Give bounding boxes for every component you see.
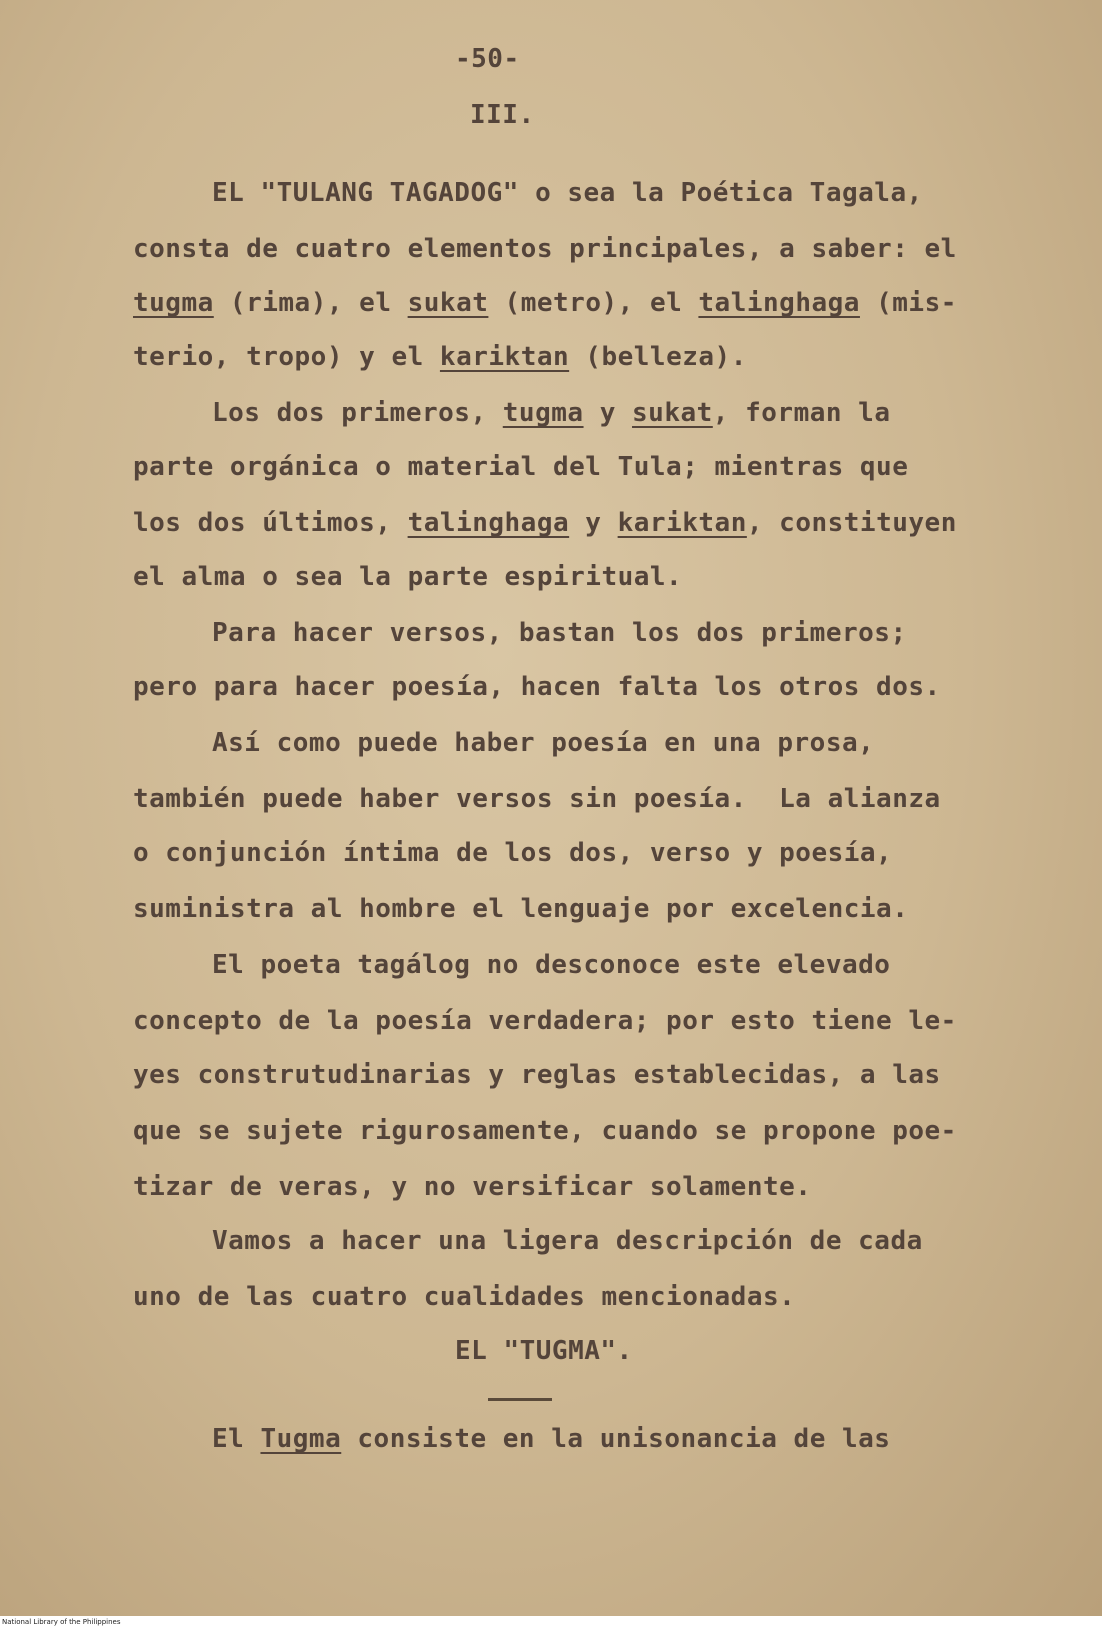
text-fragment: terio, tropo) y el	[133, 342, 440, 372]
term-sukat: sukat	[407, 288, 489, 318]
paragraph-4-line-3: o conjunción íntima de los dos, verso y poesía,	[133, 838, 893, 868]
term-talinghaga: talinghaga	[407, 508, 570, 538]
paragraph-4-line-1: Así como puede haber poesía en una prosa,	[212, 728, 875, 758]
section-heading: III.	[470, 100, 535, 130]
text-fragment: (rima), el	[213, 288, 408, 318]
paragraph-5-line-5: tizar de veras, y no versificar solamente.	[133, 1172, 812, 1202]
paragraph-3-line-2: pero para hacer poesía, hacen falta los otros dos.	[133, 672, 941, 702]
text-fragment: (mis-	[859, 288, 957, 318]
paragraph-2-line-3	[133, 508, 957, 538]
paragraph-5-line-3: yes construtudinarias y reglas establecidas, a las	[133, 1060, 941, 1090]
paragraph-7-line-1	[212, 1424, 890, 1454]
footer-credit: National Library of the Philippines	[0, 1616, 1102, 1628]
paragraph-4-line-4: suministra al hombre el lenguaje por excelencia.	[133, 894, 909, 924]
paragraph-1-line-2: consta de cuatro elementos principales, a saber: el	[133, 234, 957, 264]
term-talinghaga: talinghaga	[698, 288, 860, 318]
paragraph-5-line-2: concepto de la poesía verdadera; por esto tiene le-	[133, 1006, 957, 1036]
paragraph-5-line-4: que se sujete rigurosamente, cuando se propone poe-	[133, 1116, 957, 1146]
term-kariktan: kariktan	[439, 342, 570, 372]
term-tugma: tugma	[133, 288, 214, 318]
text-fragment: (metro), el	[488, 288, 699, 318]
paragraph-1-line-3	[133, 288, 957, 318]
term-kariktan: kariktan	[617, 508, 747, 538]
paragraph-6-line-1: Vamos a hacer una ligera descripción de cada	[212, 1226, 923, 1256]
term-tugma: tugma	[502, 398, 584, 428]
paragraph-5-line-1: El poeta tagálog no desconoce este elevado	[212, 950, 891, 980]
paragraph-3-line-1: Para hacer versos, bastan los dos primeros;	[212, 618, 907, 648]
text-fragment: los dos últimos,	[133, 508, 408, 538]
subheading-tugma: EL "TUGMA".	[455, 1336, 633, 1366]
paragraph-1-line-1: EL "TULANG TAGADOG" o sea la Poética Tagala,	[212, 178, 923, 208]
paragraph-2-line-1	[212, 398, 890, 428]
paragraph-2-line-4: el alma o sea la parte espiritual.	[133, 562, 683, 592]
term-tugma: Tugma	[260, 1424, 342, 1454]
text-fragment: Los dos primeros,	[212, 398, 503, 428]
text-fragment: y	[583, 398, 633, 428]
text-fragment: El	[212, 1424, 261, 1454]
term-sukat: sukat	[632, 398, 713, 428]
paragraph-6-line-2: uno de las cuatro cualidades mencionadas.	[133, 1282, 796, 1312]
paragraph-2-line-2: parte orgánica o material del Tula; mientras que	[133, 452, 909, 482]
text-fragment: y	[569, 508, 618, 538]
subheading-underline-divider	[488, 1398, 552, 1401]
text-fragment: (belleza).	[569, 342, 747, 372]
text-fragment: , constituyen	[746, 508, 957, 538]
paragraph-1-line-4	[133, 342, 747, 372]
text-fragment: , forman la	[712, 398, 891, 428]
text-fragment: consiste en la unisonancia de las	[341, 1424, 891, 1454]
paragraph-4-line-2: también puede haber versos sin poesía. La alianza	[133, 784, 941, 814]
page-number: -50-	[455, 44, 520, 74]
